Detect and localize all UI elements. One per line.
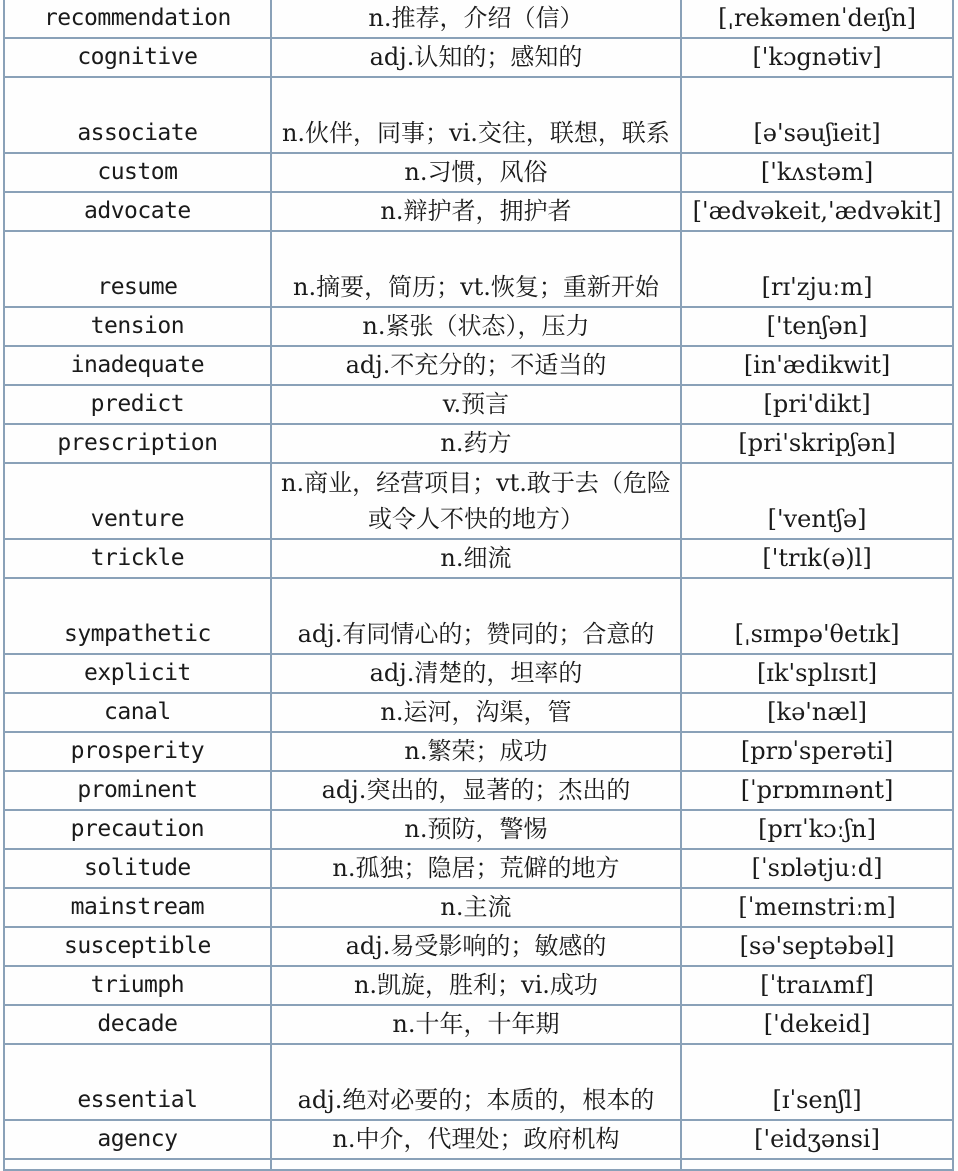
word-cell: associate	[4, 77, 271, 153]
table-row	[4, 307, 953, 346]
vocabulary-table	[3, 0, 954, 1171]
phonetic-cell: ['kɔgnətiv]	[681, 38, 953, 77]
table-row	[4, 888, 953, 927]
definition-cell: n.商业，经营项目；vt.敢于去（危险或令人不快的地方）	[271, 463, 681, 539]
table-row	[4, 849, 953, 888]
definition-cell: adj.绝对必要的；本质的，根本的	[271, 1044, 681, 1120]
table-row	[4, 424, 953, 463]
phonetic-cell: ['ædvəkeit,'ædvəkit]	[681, 192, 953, 231]
table-row	[4, 0, 953, 38]
word-cell: agency	[4, 1120, 271, 1159]
word-cell: predict	[4, 385, 271, 424]
definition-cell: n.紧张（状态），压力	[271, 307, 681, 346]
word-cell: inadequate	[4, 346, 271, 385]
phonetic-cell: [ˈmeɪnstriːm]	[681, 888, 953, 927]
phonetic-cell: ['tenʃən]	[681, 307, 953, 346]
word-cell: explicit	[4, 654, 271, 693]
word-cell	[4, 1159, 271, 1170]
table-row	[4, 578, 953, 654]
phonetic-cell: [kə'næl]	[681, 693, 953, 732]
definition-cell: n.运河，沟渠，管	[271, 693, 681, 732]
phonetic-cell: [ˈprɒmɪnənt]	[681, 771, 953, 810]
phonetic-cell: [rɪ'zjuːm]	[681, 231, 953, 307]
table-row	[4, 1005, 953, 1044]
definition-cell: adj.认知的；感知的	[271, 38, 681, 77]
word-cell: triumph	[4, 966, 271, 1005]
word-cell: decade	[4, 1005, 271, 1044]
table-row	[4, 192, 953, 231]
phonetic-cell: [ˈsɒlətjuːd]	[681, 849, 953, 888]
word-cell: venture	[4, 463, 271, 539]
table-row	[4, 153, 953, 192]
phonetic-cell: [pri'dikt]	[681, 385, 953, 424]
phonetic-cell	[681, 1159, 953, 1170]
definition-cell: adj.易受影响的；敏感的	[271, 927, 681, 966]
table-row	[4, 231, 953, 307]
definition-cell: n.十年，十年期	[271, 1005, 681, 1044]
phonetic-cell: [ə'səuʃieit]	[681, 77, 953, 153]
table-row	[4, 539, 953, 578]
phonetic-cell: [in'ædikwit]	[681, 346, 953, 385]
phonetic-cell: [ˈtraɪʌmf]	[681, 966, 953, 1005]
table-row	[4, 654, 953, 693]
phonetic-cell: [sə'septəbəl]	[681, 927, 953, 966]
table-row	[4, 346, 953, 385]
phonetic-cell: [ˌsɪmpə'θetɪk]	[681, 578, 953, 654]
word-cell: prescription	[4, 424, 271, 463]
definition-cell: n.摘要，简历；vt.恢复；重新开始	[271, 231, 681, 307]
definition-cell: n.辩护者，拥护者	[271, 192, 681, 231]
word-cell: essential	[4, 1044, 271, 1120]
word-cell: sympathetic	[4, 578, 271, 654]
table-row	[4, 810, 953, 849]
word-cell: custom	[4, 153, 271, 192]
definition-cell: n.凯旋，胜利；vi.成功	[271, 966, 681, 1005]
definition-cell: adj.清楚的，坦率的	[271, 654, 681, 693]
table-row	[4, 927, 953, 966]
table-row	[4, 732, 953, 771]
definition-cell: adj.有同情心的；赞同的；合意的	[271, 578, 681, 654]
word-cell: mainstream	[4, 888, 271, 927]
phonetic-cell: [ˌrekəmenˈdeɪʃn]	[681, 0, 953, 38]
phonetic-cell: ['kʌstəm]	[681, 153, 953, 192]
word-cell: recommendation	[4, 0, 271, 38]
table-row	[4, 966, 953, 1005]
table-row	[4, 38, 953, 77]
word-cell: prosperity	[4, 732, 271, 771]
word-cell: cognitive	[4, 38, 271, 77]
definition-cell: n.细流	[271, 539, 681, 578]
word-cell: resume	[4, 231, 271, 307]
table-row	[4, 771, 953, 810]
definition-cell: n.预防，警惕	[271, 810, 681, 849]
word-cell: prominent	[4, 771, 271, 810]
definition-cell: n.伙伴，同事；vi.交往，联想，联系	[271, 77, 681, 153]
vocabulary-table-body	[4, 0, 953, 1170]
word-cell: solitude	[4, 849, 271, 888]
definition-cell: n.繁荣；成功	[271, 732, 681, 771]
phonetic-cell: [ɪˈsenʃl]	[681, 1044, 953, 1120]
definition-cell: n.推荐，介绍（信）	[271, 0, 681, 38]
table-row	[4, 385, 953, 424]
table-row	[4, 693, 953, 732]
table-row-partial	[4, 1159, 953, 1170]
definition-cell: n.习惯，风俗	[271, 153, 681, 192]
word-cell: advocate	[4, 192, 271, 231]
word-cell: tension	[4, 307, 271, 346]
definition-cell: v.预言	[271, 385, 681, 424]
word-cell: canal	[4, 693, 271, 732]
definition-cell: n.主流	[271, 888, 681, 927]
word-cell: trickle	[4, 539, 271, 578]
phonetic-cell: ['dekeid]	[681, 1005, 953, 1044]
definition-cell	[271, 1159, 681, 1170]
table-row	[4, 1044, 953, 1120]
definition-cell: adj.不充分的；不适当的	[271, 346, 681, 385]
definition-cell: n.药方	[271, 424, 681, 463]
phonetic-cell: ['ventʃə]	[681, 463, 953, 539]
table-row	[4, 463, 953, 539]
phonetic-cell: ['eidʒənsi]	[681, 1120, 953, 1159]
definition-cell: n.中介，代理处；政府机构	[271, 1120, 681, 1159]
phonetic-cell: [prɪˈkɔːʃn]	[681, 810, 953, 849]
word-cell: susceptible	[4, 927, 271, 966]
phonetic-cell: [prɒˈsperəti]	[681, 732, 953, 771]
phonetic-cell: [pri'skripʃən]	[681, 424, 953, 463]
phonetic-cell: [ɪk'splɪsɪt]	[681, 654, 953, 693]
definition-cell: n.孤独；隐居；荒僻的地方	[271, 849, 681, 888]
phonetic-cell: ['trɪk(ə)l]	[681, 539, 953, 578]
table-row	[4, 77, 953, 153]
word-cell: precaution	[4, 810, 271, 849]
definition-cell: adj.突出的，显著的；杰出的	[271, 771, 681, 810]
